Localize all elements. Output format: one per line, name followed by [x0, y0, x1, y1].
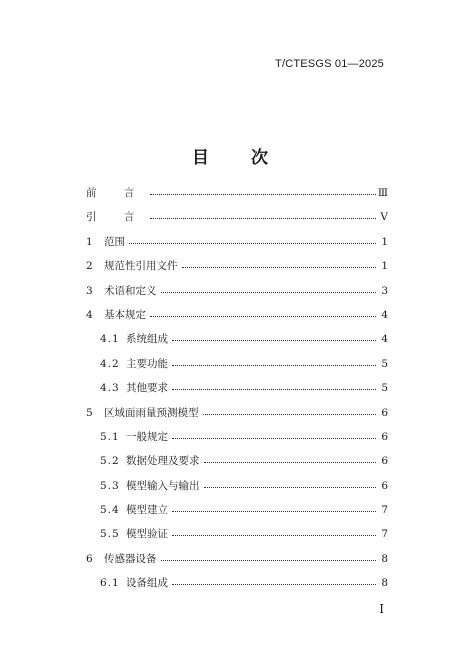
toc-leader-dots	[172, 332, 376, 342]
toc-entry-page: 8	[381, 577, 388, 590]
toc-entry-label: 其他要求	[126, 382, 168, 395]
toc-entry[interactable]	[86, 429, 388, 453]
toc-entry-label: 规范性引用文件	[104, 260, 178, 273]
toc-entry-number: 4.2	[100, 357, 120, 370]
toc-entry-label: 模型输入与输出	[126, 479, 200, 492]
toc-entry[interactable]	[86, 331, 388, 355]
page-number: Ⅰ	[379, 602, 384, 616]
toc-entry-number: 5.3	[100, 479, 120, 492]
toc-entry-page: 6	[381, 455, 388, 468]
toc-entry-number: 5.5	[100, 528, 120, 541]
toc-entry[interactable]	[86, 380, 388, 404]
toc-entry-page: 4	[381, 308, 388, 321]
toc-entry[interactable]	[86, 575, 388, 599]
toc-entry-number: 3	[86, 284, 93, 297]
toc-entry-number: 5.4	[100, 504, 120, 517]
toc-entry-label: 基本规定	[104, 308, 146, 321]
toc-leader-dots	[150, 186, 376, 196]
toc-entry[interactable]	[86, 258, 388, 282]
toc-entry-number: 1	[86, 235, 93, 248]
toc-entry-page: 1	[381, 235, 388, 248]
toc-entry-label: 一般规定	[126, 430, 168, 443]
toc-entry-page: 5	[381, 382, 388, 395]
toc-entry[interactable]	[86, 185, 388, 209]
toc-entry-page: 7	[381, 504, 388, 517]
toc-leader-dots	[172, 527, 376, 537]
toc-entry[interactable]	[86, 405, 388, 429]
toc-entry-number: 5.1	[100, 430, 120, 443]
toc-leader-dots	[172, 503, 376, 513]
toc-entry-label: 术语和定义	[104, 284, 157, 297]
toc-entry-number: 5.2	[100, 455, 120, 468]
toc-entry[interactable]	[86, 453, 388, 477]
table-of-contents	[86, 185, 388, 600]
toc-entry-page: 1	[381, 260, 388, 273]
toc-entry-page: 7	[381, 528, 388, 541]
toc-entry[interactable]	[86, 283, 388, 307]
toc-leader-dots	[182, 259, 377, 269]
toc-entry-number: 4.1	[100, 333, 120, 346]
toc-leader-dots	[204, 479, 377, 489]
toc-entry-label: 引 言	[86, 211, 147, 224]
toc-entry-page: 8	[381, 552, 388, 565]
toc-leader-dots	[203, 406, 377, 416]
toc-leader-dots	[150, 308, 376, 318]
toc-leader-dots	[172, 357, 376, 367]
toc-entry[interactable]	[86, 307, 388, 331]
toc-entry[interactable]	[86, 478, 388, 502]
toc-entry-label: 前 言	[86, 187, 147, 199]
toc-entry-label: 传感器设备	[104, 552, 157, 565]
standard-code: T/CTESGS 01—2025	[275, 58, 384, 70]
toc-leader-dots	[204, 454, 377, 464]
toc-entry-number: 6.1	[100, 577, 120, 590]
toc-entry-label: 设备组成	[126, 577, 168, 590]
toc-entry-label: 主要功能	[126, 357, 168, 370]
toc-entry[interactable]	[86, 356, 388, 380]
toc-entry-number: 2	[86, 260, 93, 273]
toc-entry-label: 范围	[104, 235, 125, 248]
toc-entry-page: 6	[381, 430, 388, 443]
toc-entry-label: 区域面雨量预测模型	[104, 406, 199, 419]
toc-entry-label: 模型建立	[126, 504, 168, 517]
toc-entry-page: Ⅴ	[380, 211, 388, 224]
toc-entry-page: 6	[381, 479, 388, 492]
toc-entry-page: 4	[381, 333, 388, 346]
toc-entry-page: 5	[381, 357, 388, 370]
toc-leader-dots	[161, 284, 377, 294]
toc-leader-dots	[161, 552, 377, 562]
toc-leader-dots	[172, 381, 376, 391]
toc-entry-number: 6	[86, 552, 93, 565]
toc-entry[interactable]	[86, 209, 388, 233]
toc-entry[interactable]	[86, 234, 388, 258]
toc-entry-number: 4.3	[100, 382, 120, 395]
toc-entry-number: 5	[86, 406, 93, 419]
toc-entry-label: 系统组成	[126, 333, 168, 346]
toc-entry-number: 4	[86, 308, 93, 321]
toc-entry[interactable]	[86, 526, 388, 550]
toc-entry-label: 数据处理及要求	[126, 455, 200, 468]
toc-entry-page: 6	[381, 406, 388, 419]
toc-entry-page: Ⅲ	[377, 187, 388, 199]
toc-leader-dots	[129, 235, 376, 245]
toc-entry[interactable]	[86, 502, 388, 526]
toc-leader-dots	[172, 430, 376, 440]
toc-entry[interactable]	[86, 551, 388, 575]
toc-entry-label: 模型验证	[126, 528, 168, 541]
toc-leader-dots	[172, 576, 376, 586]
toc-leader-dots	[150, 210, 376, 220]
toc-title: 目 次	[192, 148, 286, 168]
toc-entry-page: 3	[381, 284, 388, 297]
